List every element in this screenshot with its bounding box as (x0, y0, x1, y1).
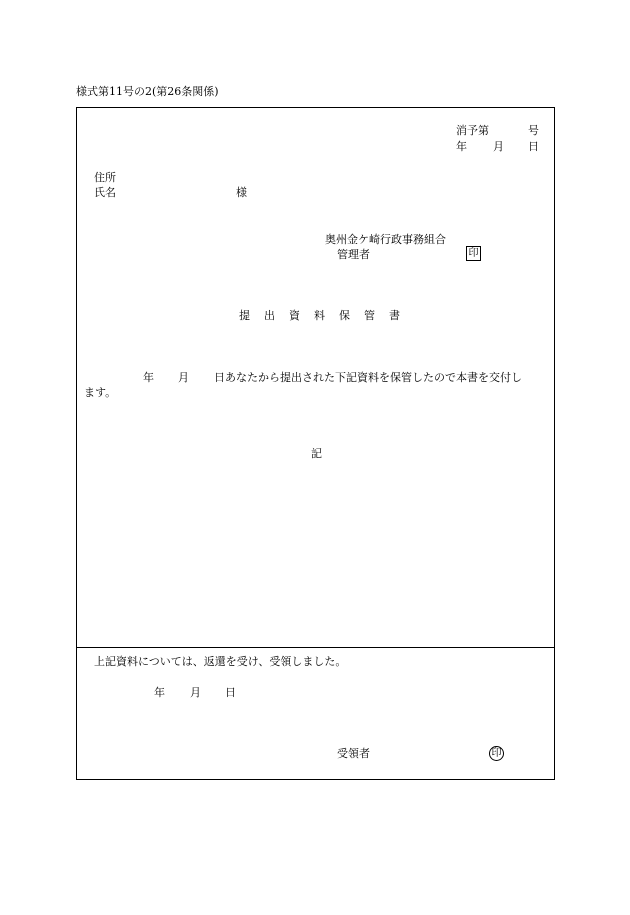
receiver-label: 受領者 (337, 747, 370, 760)
body-line-2: ます。 (84, 386, 117, 399)
receipt-date-year: 年 (154, 686, 165, 699)
receipt-statement: 上記資料については、返還を受け、受領しました。 (94, 655, 347, 668)
doc-number-prefix: 消予第 (456, 124, 489, 137)
body-line-1: 日あなたから提出された下記資料を保管したので本書を交付し (214, 371, 522, 384)
issuer-title: 管理者 (337, 248, 370, 261)
receipt-date-day: 日 (225, 686, 236, 699)
receiver-seal-icon: 印 (489, 746, 504, 761)
receipt-date-month: 月 (190, 686, 201, 699)
body-month: 月 (178, 371, 189, 384)
form-label: 様式第11号の2(第26条関係) (76, 85, 219, 98)
form-frame (76, 107, 555, 780)
address-label: 住所 (94, 171, 116, 184)
name-label: 氏名 (94, 186, 116, 199)
body-year: 年 (143, 371, 154, 384)
honorific: 様 (236, 186, 247, 199)
issuer-organization: 奥州金ケ崎行政事務組合 (325, 233, 446, 246)
header-date-year: 年 (456, 140, 467, 153)
receipt-divider (76, 647, 555, 648)
ki-mark: 記 (311, 447, 322, 460)
header-date-day: 日 (528, 140, 539, 153)
issuer-seal-icon: 印 (466, 246, 481, 261)
header-date-month: 月 (493, 140, 504, 153)
document-title: 提出資料保管書 (239, 309, 414, 322)
doc-number-suffix: 号 (528, 124, 539, 137)
